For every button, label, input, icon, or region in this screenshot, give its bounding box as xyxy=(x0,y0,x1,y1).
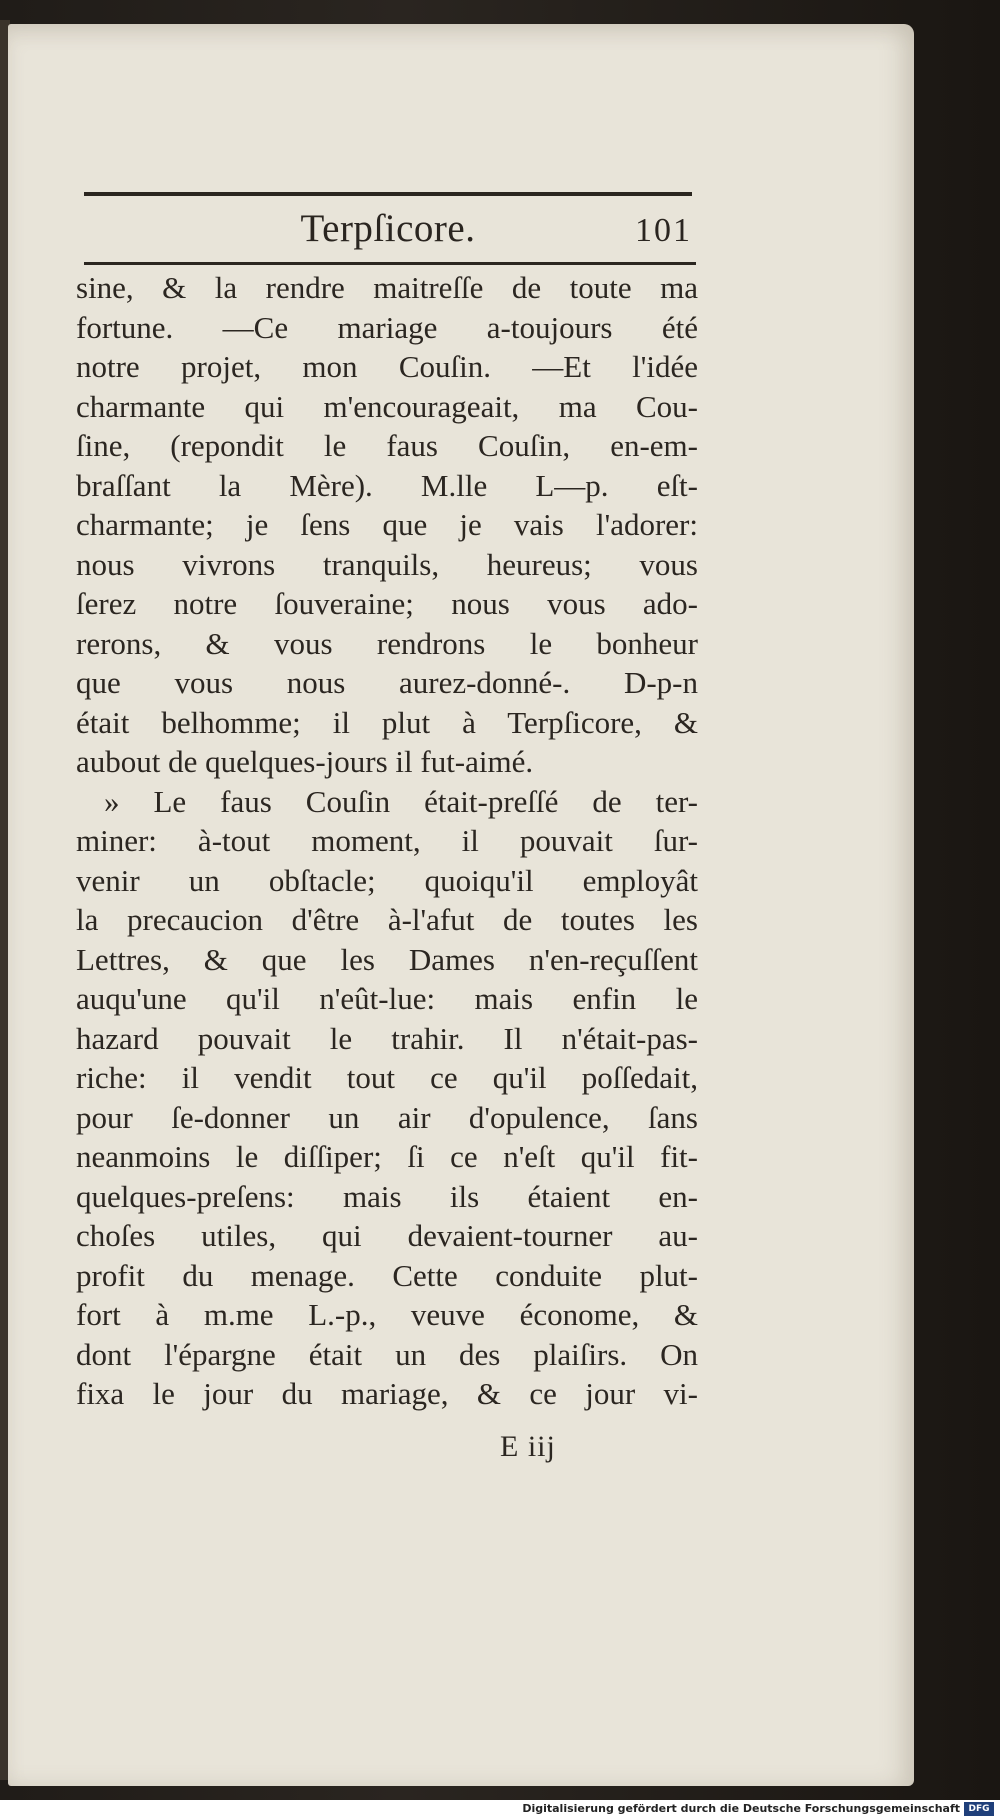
digitization-footer xyxy=(0,1800,1000,1818)
text-line: ſerez notre ſouveraine; nous vous ado- xyxy=(76,586,698,621)
text-line: Lettres, & que les Dames n'en-reçuſſent xyxy=(76,941,698,977)
text-line: » Le faus Couſin était-preſſé de ter- xyxy=(104,783,698,819)
text-line: fortune. —Ce mariage a-toujours été xyxy=(76,309,698,345)
text-line: braſſant la Mère). M.lle L—p. eſt- xyxy=(76,467,698,503)
text-line: charmante; je ſens que je vais l'adorer: xyxy=(76,507,698,542)
running-head xyxy=(84,196,692,262)
header-rule-bottom xyxy=(84,262,696,265)
text-line: rerons, & vous rendrons le bonheur xyxy=(76,625,698,661)
running-title: Terpſicore. xyxy=(300,207,476,250)
text-line: choſes utiles, qui devaient-tourner au- xyxy=(76,1218,698,1253)
text-line: profit du menage. Cette conduite plut- xyxy=(76,1257,698,1293)
dfg-logo: DFG xyxy=(964,1802,994,1816)
text-line: aubout de quelques-jours il fut-aimé. xyxy=(76,744,534,779)
text-line: sine, & la rendre maitreſſe de toute ma xyxy=(76,270,698,305)
text-line: dont l'épargne était un des plaiſirs. On xyxy=(76,1336,698,1372)
text-line: la precaucion d'être à-l'afut de toutes les xyxy=(76,902,698,937)
page-number: 101 xyxy=(635,212,692,249)
text-line: neanmoins le diſſiper; ſi ce n'eſt qu'il fit- xyxy=(76,1139,698,1174)
text-line: notre projet, mon Couſin. —Et l'idée xyxy=(76,349,698,384)
text-line: nous vivrons tranquils, heureus; vous xyxy=(76,546,698,582)
text-line: fixa le jour du mariage, & ce jour vi- xyxy=(76,1376,698,1411)
signature-mark: E iij xyxy=(500,1430,556,1463)
funding-credit: Digitalisierung gefördert durch die Deutsche Forschungsgemeinschaft xyxy=(522,1802,960,1815)
text-line: riche: il vendit tout ce qu'il poſſedait, xyxy=(76,1060,698,1095)
text-line: charmante qui m'encourageait, ma Cou- xyxy=(76,388,698,424)
text-line: ſine, (repondit le faus Couſin, en-em- xyxy=(76,428,698,463)
text-line: que vous nous aurez-donné-. D-p-n xyxy=(76,665,698,700)
body-text xyxy=(76,268,698,1414)
text-line: hazard pouvait le trahir. Il n'était-pas- xyxy=(76,1020,698,1056)
text-line: pour ſe-donner un air d'opulence, ſans xyxy=(76,1099,698,1135)
text-line: était belhomme; il plut à Terpſicore, & xyxy=(76,704,698,740)
text-line: auqu'une qu'il n'eût-lue: mais enfin le xyxy=(76,981,698,1016)
text-line: quelques-preſens: mais ils étaient en- xyxy=(76,1178,698,1214)
text-line: fort à m.me L.-p., veuve économe, & xyxy=(76,1297,698,1332)
text-line: miner: à-tout moment, il pouvait ſur- xyxy=(76,823,698,858)
text-line: venir un obſtacle; quoiqu'il employât xyxy=(76,862,698,898)
